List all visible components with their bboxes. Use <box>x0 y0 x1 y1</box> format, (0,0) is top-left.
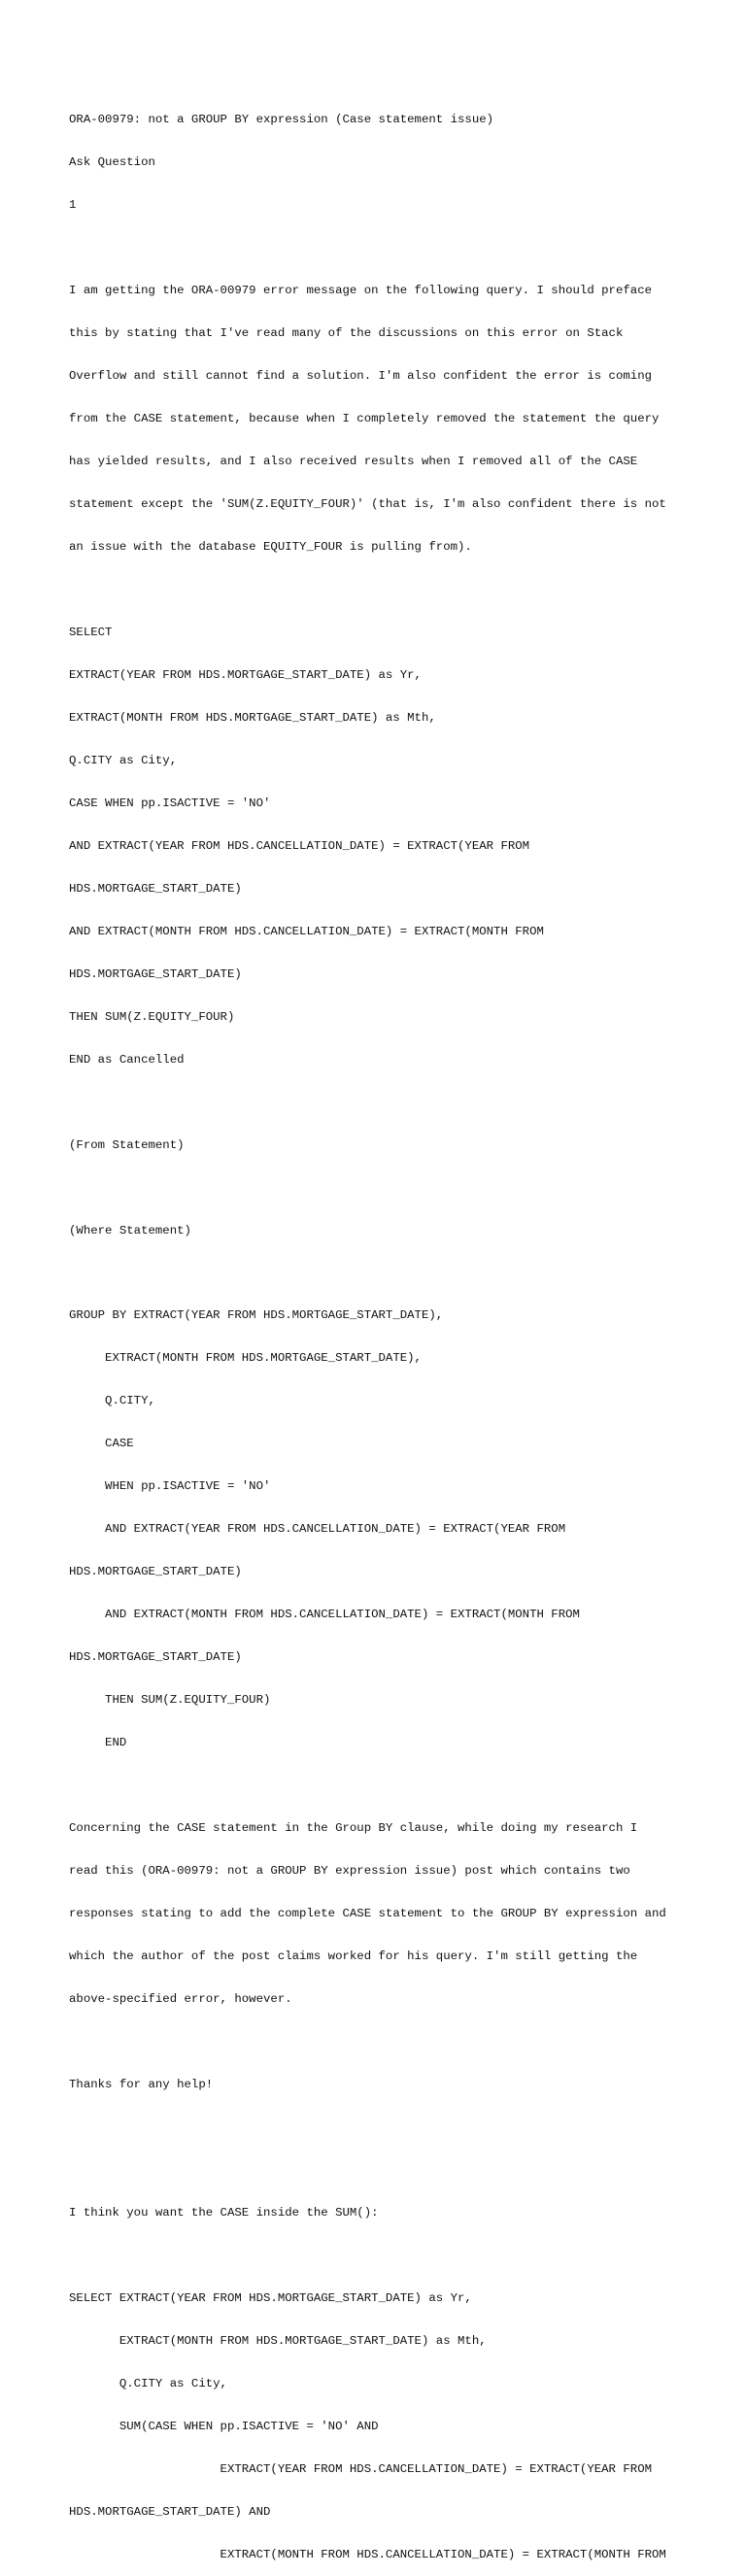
select-code-line: AND EXTRACT(MONTH FROM HDS.CANCELLATION_DATE) = EXTRACT(MONTH FROM <box>69 924 544 938</box>
select-code-line: END as Cancelled <box>69 1052 185 1067</box>
answer-code-line: Q.CITY as City, <box>69 2376 227 2390</box>
answer-code-line: EXTRACT(MONTH FROM HDS.MORTGAGE_START_DATE) as Mth, <box>69 2333 487 2348</box>
blank-line <box>69 2035 729 2050</box>
blank-line <box>69 1096 729 1110</box>
select-code-line: Q.CITY as City, <box>69 753 178 767</box>
blank-line <box>69 1266 729 1280</box>
group-by-code-line: HDS.MORTGAGE_START_DATE) <box>69 1650 242 1665</box>
select-code-line: HDS.MORTGAGE_START_DATE) <box>69 881 242 896</box>
question-paragraph-line: has yielded results, and I also received results when I removed all of the CASE <box>69 455 638 469</box>
group-by-code-line: GROUP BY EXTRACT(YEAR FROM HDS.MORTGAGE_START_DATE), <box>69 1308 444 1323</box>
question-paragraph-line: an issue with the database EQUITY_FOUR is pulling from). <box>69 540 472 554</box>
answer-code-line: SUM(CASE WHEN pp.ISACTIVE = 'NO' AND <box>69 2419 379 2433</box>
group-by-code-line: END <box>69 1736 127 1750</box>
select-code-line: EXTRACT(YEAR FROM HDS.MORTGAGE_START_DATE) as Yr, <box>69 667 422 682</box>
group-by-code-line: AND EXTRACT(MONTH FROM HDS.CANCELLATION_DATE) = EXTRACT(MONTH FROM <box>69 1608 580 1622</box>
blank-line <box>69 1779 729 1793</box>
ask-question-link[interactable]: Ask Question <box>69 155 155 170</box>
research-paragraph-line: which the author of the post claims worked for his query. I'm still getting the <box>69 1949 638 1963</box>
research-paragraph-line: read this (ORA-00979: not a GROUP BY expression issue) post which contains two <box>69 1864 630 1879</box>
answer-intro: I think you want the CASE inside the SUM(): <box>69 2205 379 2220</box>
blank-line <box>69 1181 729 1196</box>
blank-line <box>69 2120 729 2135</box>
research-paragraph-line: Concerning the CASE statement in the Group BY clause, while doing my research I <box>69 1821 638 1836</box>
select-code-line: EXTRACT(MONTH FROM HDS.MORTGAGE_START_DATE) as Mth, <box>69 710 436 725</box>
group-by-code-line: HDS.MORTGAGE_START_DATE) <box>69 1565 242 1579</box>
select-code-line: THEN SUM(Z.EQUITY_FOUR) <box>69 1009 235 1024</box>
question-paragraph-line: from the CASE statement, because when I completely removed the statement the query <box>69 412 660 426</box>
answer-code-line: EXTRACT(YEAR FROM HDS.CANCELLATION_DATE) = EXTRACT(YEAR FROM <box>69 2461 653 2476</box>
answer-code-line: SELECT EXTRACT(YEAR FROM HDS.MORTGAGE_START_DATE) as Yr, <box>69 2290 472 2305</box>
answer-code-line: HDS.MORTGAGE_START_DATE) AND <box>69 2504 271 2519</box>
select-code-line: SELECT <box>69 625 113 639</box>
question-paragraph-line: this by stating that I've read many of the discussions on this error on Stack <box>69 326 624 341</box>
group-by-code-line: Q.CITY, <box>69 1394 155 1408</box>
question-paragraph-line: statement except the 'SUM(Z.EQUITY_FOUR)' (that is, I'm also confident there is not <box>69 497 666 512</box>
question-paragraph-line: Overflow and still cannot find a solution. I'm also confident the error is coming <box>69 369 653 384</box>
where-statement-placeholder: (Where Statement) <box>69 1223 191 1237</box>
select-code-line: CASE WHEN pp.ISACTIVE = 'NO' <box>69 796 271 810</box>
blank-line <box>69 583 729 597</box>
blank-line <box>69 241 729 255</box>
vote-count: 1 <box>69 198 77 213</box>
research-paragraph-line: above-specified error, however. <box>69 1991 292 2006</box>
blank-line <box>69 2163 729 2178</box>
group-by-code-line: THEN SUM(Z.EQUITY_FOUR) <box>69 1693 271 1708</box>
select-code-line: AND EXTRACT(YEAR FROM HDS.CANCELLATION_DATE) = EXTRACT(YEAR FROM <box>69 838 530 853</box>
group-by-code-line: AND EXTRACT(YEAR FROM HDS.CANCELLATION_DATE) = EXTRACT(YEAR FROM <box>69 1522 566 1537</box>
question-paragraph-line: I am getting the ORA-00979 error message on the following query. I should preface <box>69 284 653 298</box>
document-body <box>69 85 729 2576</box>
group-by-code-line: WHEN pp.ISACTIVE = 'NO' <box>69 1479 271 1494</box>
answer-code-line: EXTRACT(MONTH FROM HDS.CANCELLATION_DATE) = EXTRACT(MONTH FROM <box>69 2547 666 2561</box>
thanks-line: Thanks for any help! <box>69 2077 214 2091</box>
question-title: ORA-00979: not a GROUP BY expression (Case statement issue) <box>69 113 494 127</box>
group-by-code-line: CASE <box>69 1437 134 1451</box>
blank-line <box>69 2249 729 2263</box>
from-statement-placeholder: (From Statement) <box>69 1137 185 1152</box>
research-paragraph-line: responses stating to add the complete CASE statement to the GROUP BY expression and <box>69 1907 666 1920</box>
group-by-code-line: EXTRACT(MONTH FROM HDS.MORTGAGE_START_DATE), <box>69 1351 422 1366</box>
select-code-line: HDS.MORTGAGE_START_DATE) <box>69 966 242 981</box>
